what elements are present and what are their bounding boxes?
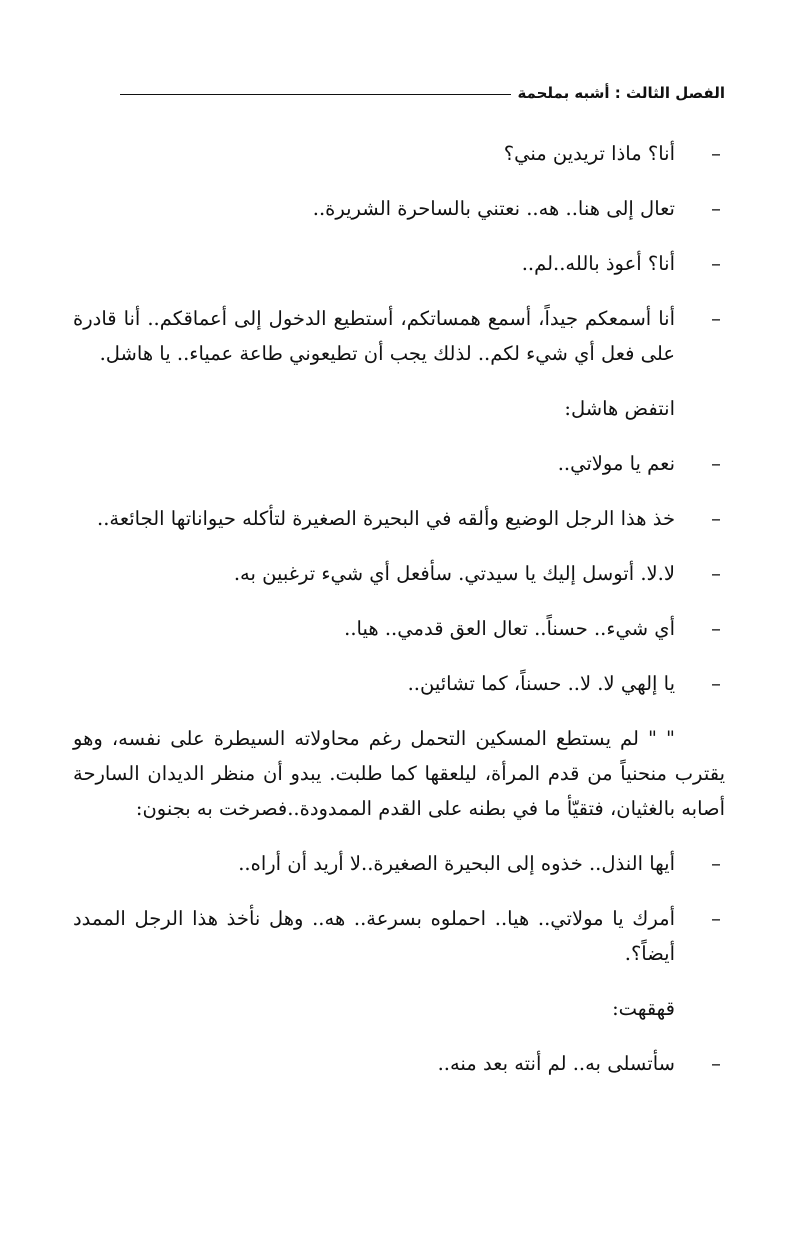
dialogue-line — [73, 556, 725, 591]
dialogue-dash: – — [711, 307, 721, 330]
dialogue-dash: – — [711, 452, 721, 475]
dialogue-dash: – — [711, 562, 721, 585]
dialogue-line — [73, 611, 725, 646]
dialogue-line — [73, 446, 725, 481]
dialogue-dash: – — [711, 852, 721, 875]
dialogue-line — [73, 246, 725, 281]
header-rule — [120, 94, 511, 95]
dialogue-dash: – — [711, 617, 721, 640]
running-header — [120, 80, 725, 106]
dialogue-dash: – — [711, 672, 721, 695]
dialogue-line — [73, 301, 725, 371]
dialogue-line — [73, 191, 725, 226]
dialogue-dash: – — [711, 907, 721, 930]
narration-line: قهقهت: — [612, 997, 675, 1020]
dialogue-line — [73, 666, 725, 701]
dialogue-text: خذ هذا الرجل الوضيع وألقه في البحيرة الصغيرة لتأكله حيواناتها الجائعة.. — [97, 507, 675, 530]
dialogue-text: يا إلهي لا. لا.. حسناً، كما تشائين.. — [407, 672, 675, 695]
dialogue-text: تعال إلى هنا.. هه.. نعتني بالساحرة الشريرة.. — [312, 197, 675, 220]
dialogue-text: أنا أسمعكم جيداً، أسمع همساتكم، أستطيع الدخول إلى أعماقكم.. أنا قادرة على فعل أي شيء لكم.. لذلك يجب أن تطيعوني طاعة عمياء.. يا هاشل. — [73, 307, 675, 365]
page-body — [73, 128, 725, 1081]
prose-paragraph: " " لم يستطع المسكين التحمل رغم محاولاته السيطرة على نفسه، وهو يقترب منحنياً من قدم المرأة، ليلعقها كما طلبت. يبدو أن منظر الديدان السارحة أصابه بالغثيان، فتقيّأ ما في بطنه على القدم الممدودة..فصرخت به بجنون: — [73, 727, 725, 820]
dialogue-line — [73, 846, 725, 881]
dialogue-text: أيها النذل.. خذوه إلى البحيرة الصغيرة..لا أريد أن أراه.. — [238, 852, 675, 875]
dialogue-text: سأتسلى به.. لم أنته بعد منه.. — [437, 1052, 675, 1075]
chapter-title: الفصل الثالث : أشبه بملحمة — [517, 84, 725, 102]
dialogue-line — [73, 901, 725, 971]
dialogue-text: أي شيء.. حسناً.. تعال العق قدمي.. هيا.. — [344, 617, 675, 640]
dialogue-line — [73, 501, 725, 536]
dialogue-text: لا.لا. أتوسل إليك يا سيدتي. سأفعل أي شيء ترغبين به. — [233, 562, 675, 585]
dialogue-text: أنا؟ ماذا تريدين مني؟ — [503, 142, 675, 165]
dialogue-text: نعم يا مولاتي.. — [557, 452, 675, 475]
dialogue-dash: – — [711, 142, 721, 165]
dialogue-dash: – — [711, 507, 721, 530]
narration-line: انتفض هاشل: — [564, 397, 675, 420]
dialogue-text: أمرك يا مولاتي.. هيا.. احملوه بسرعة.. هه.. وهل نأخذ هذا الرجل الممدد أيضاً؟. — [73, 907, 675, 965]
dialogue-dash: – — [711, 252, 721, 275]
dialogue-dash: – — [711, 1052, 721, 1075]
dialogue-text: أنا؟ أعوذ بالله..لم.. — [521, 252, 675, 275]
dialogue-dash: – — [711, 197, 721, 220]
dialogue-line — [73, 136, 725, 171]
dialogue-line — [73, 1046, 725, 1081]
